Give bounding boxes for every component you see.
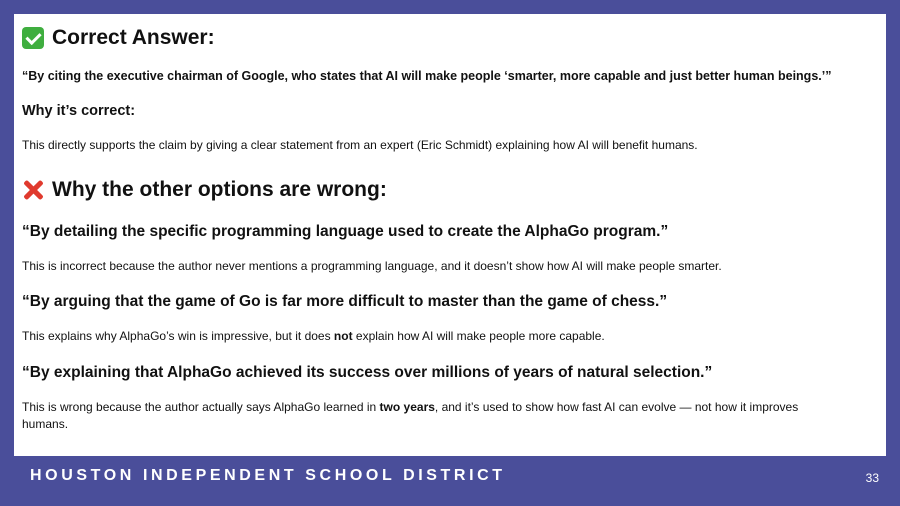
district-name: HOUSTON INDEPENDENT SCHOOL DISTRICT: [30, 467, 506, 484]
correct-answer-heading-text: Correct Answer:: [52, 26, 215, 49]
wrong-options-heading-text: Why the other options are wrong:: [52, 178, 387, 201]
wrong-option-2-explanation: [22, 328, 842, 345]
correct-answer-text: “By citing the executive chairman of Google, who states that AI will make people ‘smarter, more capable and just better human beings.’”: [22, 69, 832, 83]
slide-card: [14, 14, 886, 456]
wrong-option-2-quote: “By arguing that the game of Go is far more difficult to master than the game of chess.”: [22, 293, 668, 310]
cross-mark-icon: [22, 179, 44, 201]
explanation-text-end: , and it’s used to show how fast AI can evolve — not how it improves humans.: [22, 400, 799, 431]
why-correct-text: This directly supports the claim by giving a clear statement from an expert (Eric Schmidt) explaining how AI will benefit humans.: [22, 138, 698, 152]
wrong-option-3-explanation: [22, 399, 842, 433]
wrong-option-1-explanation: [22, 258, 842, 275]
explanation-emphasis: not: [333, 329, 353, 343]
correct-answer-heading: [22, 26, 215, 50]
wrong-option-3-quote: “By explaining that AlphaGo achieved its success over millions of years of natural selection.”: [22, 364, 713, 381]
wrong-options-heading: [22, 178, 387, 202]
check-mark-icon: [22, 27, 44, 49]
wrong-option-1-quote: “By detailing the specific programming language used to create the AlphaGo program.”: [22, 223, 669, 240]
explanation-emphasis: two years: [379, 400, 435, 414]
explanation-text: This is wrong because the author actually says AlphaGo learned in: [22, 400, 380, 414]
explanation-text: This is incorrect because the author never mentions a programming language, and it doesn’t show how AI will make people smarter.: [22, 259, 722, 273]
explanation-text-end: explain how AI will make people more capable.: [352, 329, 605, 343]
page-number: 33: [865, 471, 879, 485]
why-correct-heading: Why it’s correct:: [22, 103, 136, 119]
explanation-text: This explains why AlphaGo’s win is impressive, but it does: [22, 329, 334, 343]
